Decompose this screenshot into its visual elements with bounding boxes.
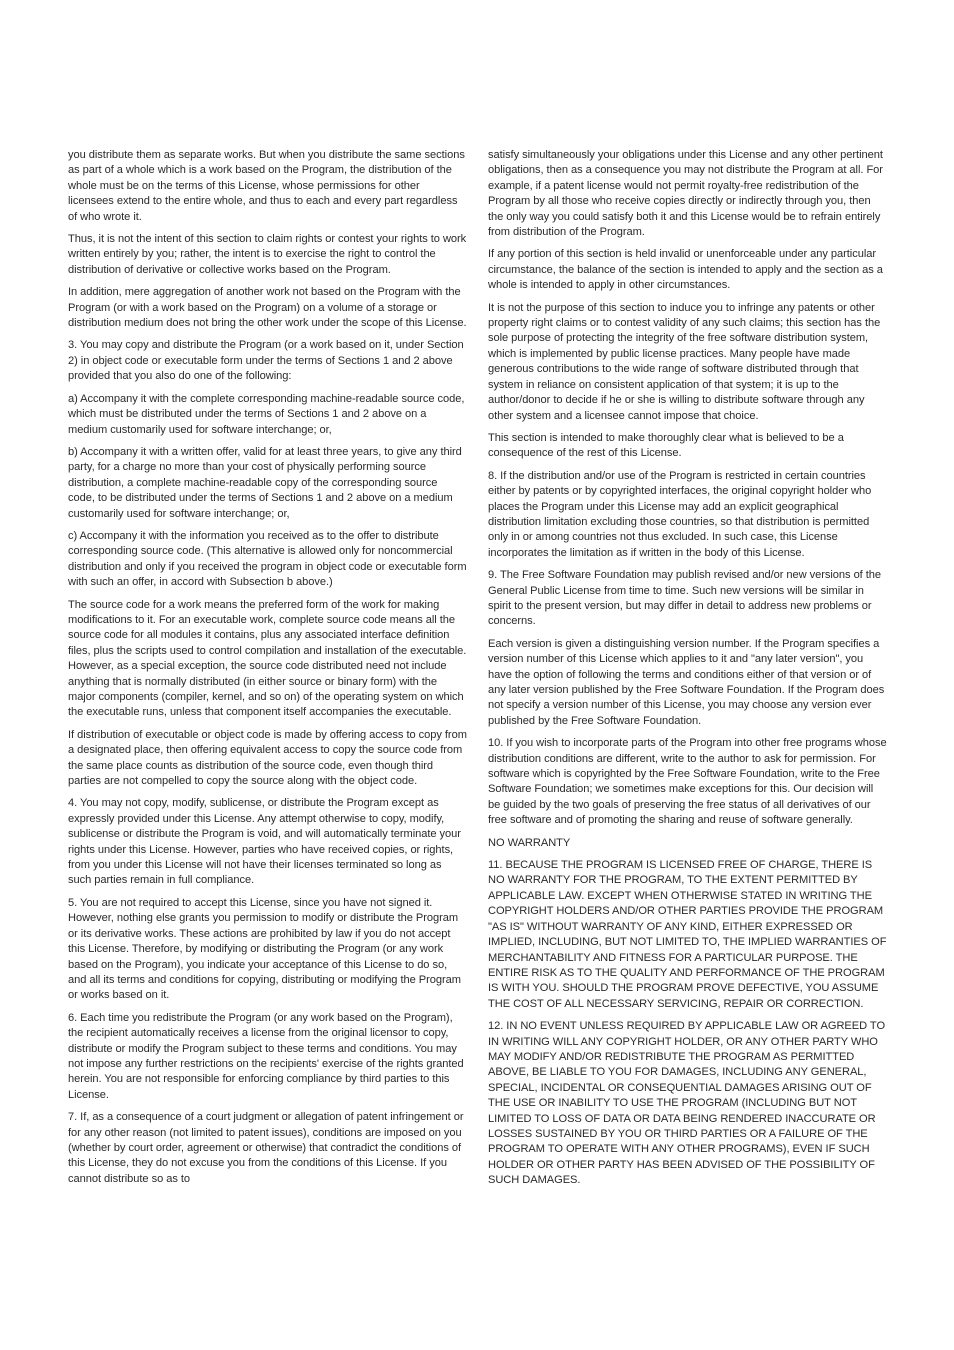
paragraph: Thus, it is not the intent of this section to claim rights or contest your rights to work written entirely by you; rather, the intent is to exercise the right to control the distribution of derivative or collective works based on the Program. bbox=[68, 233, 467, 276]
right-column bbox=[488, 148, 888, 1196]
paragraph: Each version is given a distinguishing version number. If the Program specifies a version number of this License which applies to it and "any later version", you have the option of following the terms and conditions either of that version or of any later version published by the Free Software Foundation. If the Program does not specify a version number of this License, you may choose any version ever published by the Free Software Foundation. bbox=[488, 637, 885, 727]
paragraph: a) Accompany it with the complete corresponding machine-readable source code, which must be distributed under the terms of Sections 1 and 2 above on a medium customarily used for software interchange; or, bbox=[68, 392, 465, 436]
paragraph: 11. BECAUSE THE PROGRAM IS LICENSED FREE OF CHARGE, THERE IS NO WARRANTY FOR THE PROGRAM, TO THE EXTENT PERMITTED BY APPLICABLE LAW. EXCEPT WHEN OTHERWISE STATED IN WRITING THE COPYRIGHT HOLDERS AND/OR OTHER PARTIES PROVIDE THE PROGRAM "AS IS" WITHOUT WARRANTY OF ANY KIND, EITHER EXPRESSED OR IMPLIED, INCLUDING, BUT NOT LIMITED TO, THE IMPLIED WARRANTIES OF MERCHANTABILITY AND FITNESS FOR A PARTICULAR PURPOSE. THE ENTIRE RISK AS TO THE QUALITY AND PERFORMANCE OF THE PROGRAM IS WITH YOU. SHOULD THE PROGRAM PROVE DEFECTIVE, YOU ASSUME THE COST OF ALL NECESSARY SERVICING, REPAIR OR CORRECTION. bbox=[488, 859, 887, 1010]
paragraph: c) Accompany it with the information you received as to the offer to distribute corresponding source code. (This alternative is allowed only for noncommercial distribution and only if you received the program in object code or executable form with such an offer, in accord with Subsection b above.) bbox=[68, 529, 467, 589]
paragraph: b) Accompany it with a written offer, valid for at least three years, to give any third party, for a charge no more than your cost of physically performing source distribution, a complete machine-readable copy of the corresponding source code, to be distributed under the terms of Sections 1 and 2 above on a medium customarily used for software interchange; or, bbox=[68, 445, 462, 520]
paragraph: 9. The Free Software Foundation may publish revised and/or new versions of the General Public License from time to time. Such new versions will be similar in spirit to the present version, but may differ in detail to address new problems or concerns. bbox=[488, 569, 882, 628]
paragraph: 12. IN NO EVENT UNLESS REQUIRED BY APPLICABLE LAW OR AGREED TO IN WRITING WILL ANY COPYRIGHT HOLDER, OR ANY OTHER PARTY WHO MAY MODIFY AND/OR REDISTRIBUTE THE PROGRAM AS PERMITTED ABOVE, BE LIABLE TO YOU FOR DAMAGES, INCLUDING ANY GENERAL, SPECIAL, INCIDENTAL OR CONSEQUENTIAL DAMAGES ARISING OUT OF THE USE OR INABILITY TO USE THE PROGRAM (INCLUDING BUT NOT LIMITED TO LOSS OF DATA OR DATA BEING RENDERED INACCURATE OR LOSSES SUSTAINED BY YOU OR THIRD PARTIES OR A FAILURE OF THE PROGRAM TO OPERATE WITH ANY OTHER PROGRAMS), EVEN IF SUCH HOLDER OR OTHER PARTY HAS BEEN ADVISED OF THE POSSIBILITY OF SUCH DAMAGES. bbox=[488, 1020, 886, 1187]
paragraph: It is not the purpose of this section to induce you to infringe any patents or other property right claims or to contest validity of any such claims; this section has the sole purpose of protecting the integrity of the free software distribution system, which is implemented by public license practices. Many people have made generous contributions to the wide range of software distributed through that system in reliance on consistent application of that system; it is up to the author/donor to decide if he or she is willing to distribute software through any other system and a licensee cannot impose that choice. bbox=[488, 301, 881, 422]
paragraph: 5. You are not required to accept this License, since you have not signed it. However, nothing else grants you permission to modify or distribute the Program or its derivative works. These actions are prohibited by law if you do not accept this License. Therefore, by modifying or distributing the Program (or any work based on the Program), you indicate your acceptance of this License to do so, and all its terms and conditions for copying, distributing or modifying the Program or works based on it. bbox=[68, 896, 461, 1002]
section-heading-no-warranty: NO WARRANTY bbox=[488, 836, 571, 849]
paragraph: 10. If you wish to incorporate parts of the Program into other free programs whose distribution conditions are different, write to the author to ask for permission. For software which is copyrighted by the Free Software Foundation, write to the Free Software Foundation; we sometimes make exceptions for this. Our decision will be guided by the two goals of preserving the free status of all derivatives of our free software and of promoting the sharing and reuse of software generally. bbox=[488, 737, 887, 827]
paragraph: The source code for a work means the preferred form of the work for making modifications to it. For an executable work, complete source code means all the source code for all modules it contains, plus any associated interface definition files, plus the scripts used to control compilation and installation of the executable. However, as a special exception, the source code distributed need not include anything that is normally distributed (in either source or binary form) with the major components (compiler, kernel, and so on) of the operating system on which the executable runs, unless that component itself accompanies the executable. bbox=[68, 598, 467, 719]
left-column bbox=[68, 148, 467, 1194]
paragraph: 8. If the distribution and/or use of the Program is restricted in certain countries either by patents or by copyrighted interfaces, the original copyright holder who places the Program under this License may add an explicit geographical distribution limitation excluding those countries, so that distribution is permitted only in or among countries not thus excluded. In such case, this License incorporates the limitation as if written in the body of this License. bbox=[488, 469, 872, 559]
paragraph: In addition, mere aggregation of another work not based on the Program with the Program (or with a work based on the Program) on a volume of a storage or distribution medium does not bring the other work under the scope of this License. bbox=[68, 286, 467, 330]
paragraph: This section is intended to make thoroughly clear what is believed to be a consequence of the rest of this License. bbox=[488, 431, 844, 460]
paragraph: you distribute them as separate works. But when you distribute the same sections as part of a whole which is a work based on the Program, the distribution of the whole must be on the terms of this License, whose permissions for other licensees extend to the entire whole, and thus to each and every part regardless of who wrote it. bbox=[68, 149, 465, 223]
paragraph: 3. You may copy and distribute the Program (or a work based on it, under Section 2) in object code or executable form under the terms of Sections 1 and 2 above provided that you also do one of the following: bbox=[68, 339, 464, 383]
paragraph: 7. If, as a consequence of a court judgment or allegation of patent infringement or for any other reason (not limited to patent issues), conditions are imposed on you (whether by court order, agreement or otherwise) that contradict the conditions of this License, they do not excuse you from the conditions of this License. If you cannot distribute so as to bbox=[68, 1111, 464, 1185]
paragraph: 4. You may not copy, modify, sublicense, or distribute the Program except as expressly provided under this License. Any attempt otherwise to copy, modify, sublicense or distribute the Program is void, and will automatically terminate your rights under this License. However, parties who have received copies, or rights, from you under this License will not have their licenses terminated so long as such parties remain in full compliance. bbox=[68, 797, 461, 887]
paragraph: satisfy simultaneously your obligations under this License and any other pertinent obligations, then as a consequence you may not distribute the Program at all. For example, if a patent license would not permit royalty-free redistribution of the Program by all those who receive copies directly or indirectly through you, then the only way you could satisfy both it and this License would be to refrain entirely from distribution of the Program. bbox=[488, 149, 883, 239]
paragraph: 6. Each time you redistribute the Program (or any work based on the Program), the recipient automatically receives a license from the original licensor to copy, distribute or modify the Program subject to these terms and conditions. You may not impose any further restrictions on the recipients' exercise of the rights granted herein. You are not responsible for enforcing compliance by third parties to this License. bbox=[68, 1011, 464, 1101]
paragraph: If distribution of executable or object code is made by offering access to copy from a designated place, then offering equivalent access to copy the source code from the same place counts as distribution of the source code, even though third parties are not compelled to copy the source along with the object code. bbox=[68, 728, 467, 788]
paragraph: If any portion of this section is held invalid or unenforceable under any particular circumstance, the balance of the section is intended to apply and the section as a whole is intended to apply in other circumstances. bbox=[488, 248, 883, 292]
